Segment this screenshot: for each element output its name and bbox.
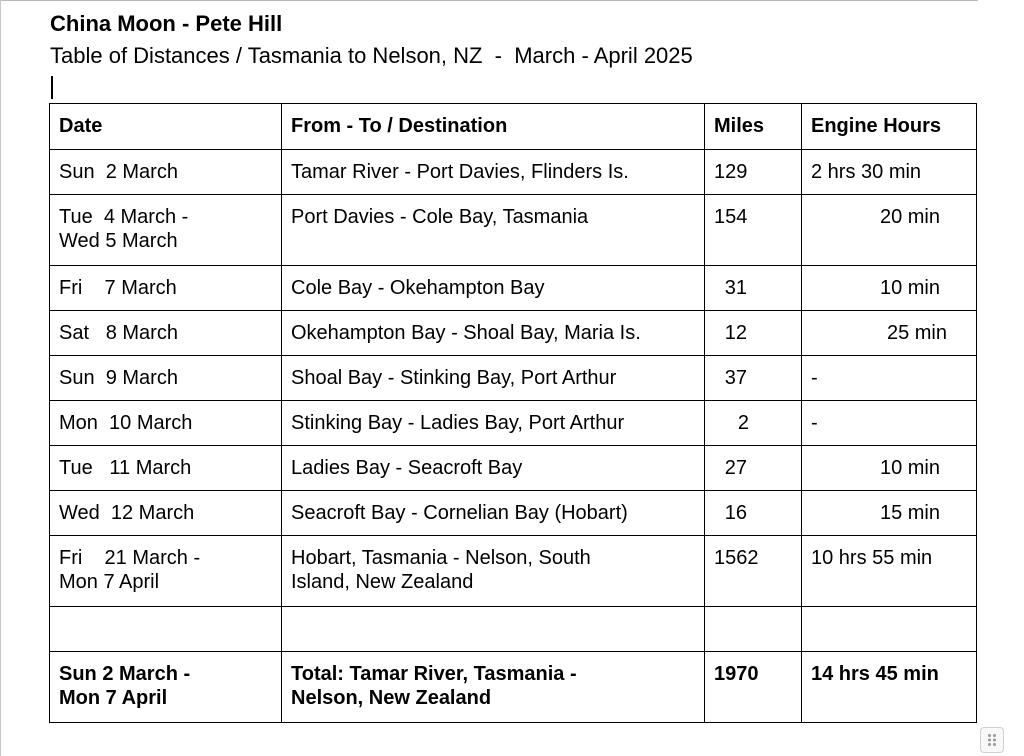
- cell-miles[interactable]: 27: [705, 446, 802, 491]
- table-row: [50, 356, 977, 401]
- grip-dots-icon[interactable]: [980, 727, 1004, 753]
- cell-route[interactable]: Okehampton Bay - Shoal Bay, Maria Is.: [282, 311, 705, 356]
- cell-date[interactable]: Sat 8 March: [50, 311, 282, 356]
- table-row: [50, 150, 977, 195]
- cell-engine-hours[interactable]: 20 min: [802, 195, 977, 266]
- cell-miles[interactable]: 1562: [705, 536, 802, 607]
- cell-empty[interactable]: [705, 607, 802, 652]
- total-route[interactable]: Total: Tamar River, Tasmania - Nelson, New Zealand: [282, 652, 705, 723]
- page-top-border: [0, 0, 978, 1]
- table-row: [50, 195, 977, 266]
- table-row: [50, 446, 977, 491]
- cell-engine-hours[interactable]: -: [802, 356, 977, 401]
- cell-route[interactable]: Port Davies - Cole Bay, Tasmania: [282, 195, 705, 266]
- document-subtitle[interactable]: Table of Distances / Tasmania to Nelson, NZ - March - April 2025: [50, 43, 693, 68]
- cell-empty[interactable]: [282, 607, 705, 652]
- cell-empty[interactable]: [50, 607, 282, 652]
- table-total-row: [50, 652, 977, 723]
- table-row: [50, 266, 977, 311]
- total-engine-hours[interactable]: 14 hrs 45 min: [802, 652, 977, 723]
- table-row: [50, 401, 977, 446]
- cell-engine-hours[interactable]: 10 hrs 55 min: [802, 536, 977, 607]
- cell-route[interactable]: Shoal Bay - Stinking Bay, Port Arthur: [282, 356, 705, 401]
- header-route[interactable]: From - To / Destination: [282, 104, 705, 150]
- cell-miles[interactable]: 129: [705, 150, 802, 195]
- cell-date[interactable]: Wed 12 March: [50, 491, 282, 536]
- cell-date[interactable]: Mon 10 March: [50, 401, 282, 446]
- table-header-row: [50, 104, 977, 150]
- document-title[interactable]: China Moon - Pete Hill: [50, 11, 283, 36]
- table-row-empty: [50, 607, 977, 652]
- cell-engine-hours[interactable]: 10 min: [802, 446, 977, 491]
- cell-engine-hours[interactable]: 15 min: [802, 491, 977, 536]
- cell-miles[interactable]: 154: [705, 195, 802, 266]
- page-left-border: [0, 0, 1, 756]
- cell-miles[interactable]: 37: [705, 356, 802, 401]
- cell-route[interactable]: Cole Bay - Okehampton Bay: [282, 266, 705, 311]
- header-date[interactable]: Date: [50, 104, 282, 150]
- cell-date[interactable]: Sun 9 March: [50, 356, 282, 401]
- cell-miles[interactable]: 2: [705, 401, 802, 446]
- table-row: [50, 536, 977, 607]
- cell-route[interactable]: Seacroft Bay - Cornelian Bay (Hobart): [282, 491, 705, 536]
- cell-date[interactable]: Tue 11 March: [50, 446, 282, 491]
- distance-table[interactable]: [49, 103, 977, 723]
- cell-miles[interactable]: 16: [705, 491, 802, 536]
- cell-route[interactable]: Ladies Bay - Seacroft Bay: [282, 446, 705, 491]
- cell-empty[interactable]: [802, 607, 977, 652]
- header-miles[interactable]: Miles: [705, 104, 802, 150]
- cell-engine-hours[interactable]: -: [802, 401, 977, 446]
- table-row: [50, 311, 977, 356]
- cell-route[interactable]: Hobart, Tasmania - Nelson, South Island, New Zealand: [282, 536, 705, 607]
- cell-date[interactable]: Tue 4 March - Wed 5 March: [50, 195, 282, 266]
- cell-engine-hours[interactable]: 10 min: [802, 266, 977, 311]
- text-cursor: [51, 76, 53, 99]
- cell-date[interactable]: Fri 7 March: [50, 266, 282, 311]
- total-miles[interactable]: 1970: [705, 652, 802, 723]
- cell-engine-hours[interactable]: 25 min: [802, 311, 977, 356]
- cell-date[interactable]: Sun 2 March: [50, 150, 282, 195]
- cell-engine-hours[interactable]: 2 hrs 30 min: [802, 150, 977, 195]
- grip-dots-glyph: [987, 733, 997, 747]
- header-engine-hours[interactable]: Engine Hours: [802, 104, 977, 150]
- cell-date[interactable]: Fri 21 March - Mon 7 April: [50, 536, 282, 607]
- table-row: [50, 491, 977, 536]
- cell-route[interactable]: Tamar River - Port Davies, Flinders Is.: [282, 150, 705, 195]
- cell-miles[interactable]: 31: [705, 266, 802, 311]
- cell-route[interactable]: Stinking Bay - Ladies Bay, Port Arthur: [282, 401, 705, 446]
- cell-miles[interactable]: 12: [705, 311, 802, 356]
- total-date[interactable]: Sun 2 March - Mon 7 April: [50, 652, 282, 723]
